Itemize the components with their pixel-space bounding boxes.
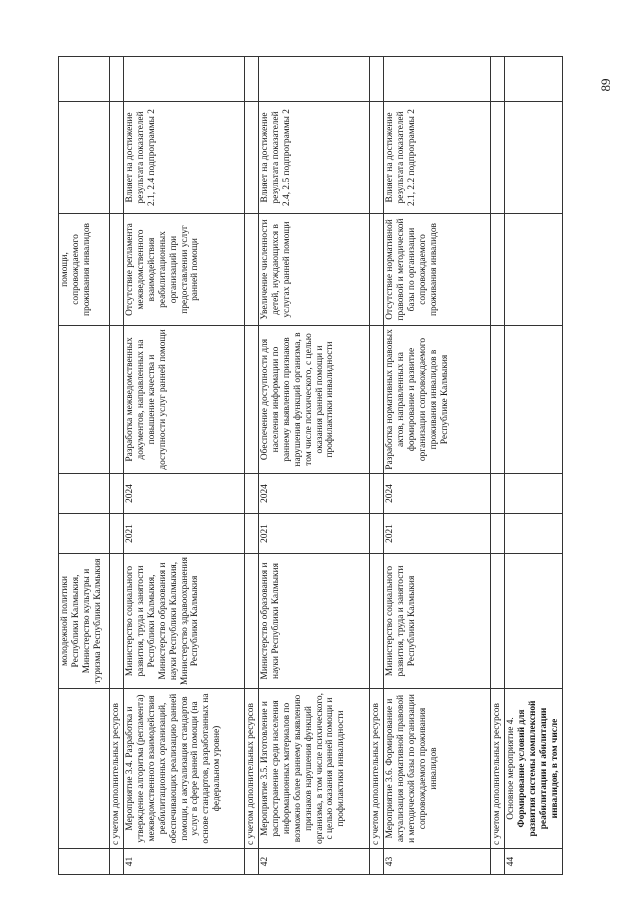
cell-subheader: с учетом дополнительных ресурсов bbox=[491, 689, 505, 849]
cell-extra bbox=[491, 57, 505, 102]
cell-measure bbox=[505, 689, 563, 849]
cell-consequence bbox=[245, 214, 259, 326]
table-row bbox=[384, 57, 491, 875]
table-row-subheader bbox=[491, 57, 505, 875]
cell-executor: Министерство социального развития, труда и занятости Республики Калмыкия, Министерство образования и науки Республики Калмыкия, Министерство здравоохранения Республики Калмыкия bbox=[124, 554, 245, 689]
cell-measure bbox=[59, 689, 110, 849]
cell-end bbox=[370, 474, 384, 514]
cell-extra bbox=[124, 57, 245, 102]
cell-end: 2024 bbox=[384, 474, 491, 514]
cell-executor bbox=[370, 554, 384, 689]
cell-consequence bbox=[370, 214, 384, 326]
cell-result bbox=[505, 326, 563, 474]
cell-link: Влияет на достижение результата показателей 2.4, 2.5 подпрограммы 2 bbox=[259, 102, 370, 214]
cell-link bbox=[505, 102, 563, 214]
cell-consequence bbox=[491, 214, 505, 326]
cell-extra bbox=[259, 57, 370, 102]
cell-link bbox=[370, 102, 384, 214]
cell-consequence: Отсутствие регламента межведомственного взаимодействия реабилитационных организаций при предоставлении услуг ранней помощи bbox=[124, 214, 245, 326]
cell-consequence: Отсутствие нормативной правовой и методической базы по организации сопровождаемого проживания инвалидов bbox=[384, 214, 491, 326]
cell-subheader: с учетом дополнительных ресурсов bbox=[245, 689, 259, 849]
measure-title: Основное мероприятие 4. bbox=[506, 717, 516, 820]
cell-link bbox=[491, 102, 505, 214]
table-row-subheader bbox=[110, 57, 124, 875]
cell-result: Разработка межведомственных документов, направленных на повышение качества и доступности услуг ранней помощи bbox=[124, 326, 245, 474]
cell-num: 43 bbox=[384, 849, 491, 875]
cell-executor bbox=[110, 554, 124, 689]
cell-end bbox=[491, 474, 505, 514]
cell-result bbox=[59, 326, 110, 474]
table-row-subheader bbox=[245, 57, 259, 875]
cell-end bbox=[110, 474, 124, 514]
cell-start bbox=[370, 514, 384, 554]
cell-end bbox=[59, 474, 110, 514]
cell-extra bbox=[245, 57, 259, 102]
cell-result bbox=[491, 326, 505, 474]
cell-measure: Мероприятие 3.4. Разработка и утверждение алгоритма (регламента) межведомственного взаимодействия реабилитационных организаций, обеспечивающих реализацию ранней помощи, и актуализация стандартов услуг в сфере ранней помощи (на основе стандартов, разработанных на федеральном уровне) bbox=[124, 689, 245, 849]
cell-executor bbox=[505, 554, 563, 689]
cell-end: 2024 bbox=[124, 474, 245, 514]
cell-end bbox=[245, 474, 259, 514]
cell-num bbox=[245, 849, 259, 875]
cell-extra bbox=[370, 57, 384, 102]
table-row-subheader bbox=[370, 57, 384, 875]
cell-num: 42 bbox=[259, 849, 370, 875]
cell-result: Разработка нормативных правовых актов, направленных на формирование и развитие организации сопровождаемого проживания инвалидов в Республике Калмыкия bbox=[384, 326, 491, 474]
cell-executor: молодежной политики Республики Калмыкия, Министерство культуры и туризма Республики Калмыкия bbox=[59, 554, 110, 689]
cell-executor bbox=[245, 554, 259, 689]
cell-num: 44 bbox=[505, 849, 563, 875]
cell-link bbox=[59, 102, 110, 214]
cell-measure: Мероприятие 3.6. Формирование и актуализация нормативной правовой и методической базы по организации сопровождаемого проживания инвалидов bbox=[384, 689, 491, 849]
cell-measure: Мероприятие 3.5. Изготовление и распространение среди населения информационных материалов по возможно более раннему выявлению признаков нарушения функций организма, в том числе психического, с целью оказания ранней помощи и профилактики инвалидности bbox=[259, 689, 370, 849]
cell-link: Влияет на достижение результата показателей 2.1, 2.2 подпрограммы 2 bbox=[384, 102, 491, 214]
cell-start: 2021 bbox=[124, 514, 245, 554]
cell-result bbox=[110, 326, 124, 474]
cell-start bbox=[59, 514, 110, 554]
cell-subheader: с учетом дополнительных ресурсов bbox=[110, 689, 124, 849]
cell-subheader: с учетом дополнительных ресурсов bbox=[370, 689, 384, 849]
cell-executor bbox=[491, 554, 505, 689]
cell-extra bbox=[384, 57, 491, 102]
cell-executor: Министерство образования и науки Республики Калмыкия bbox=[259, 554, 370, 689]
measure-text: Формирование условий для развития системы комплексной реабилитации и абилитации инвалидов, в том числе bbox=[516, 700, 560, 837]
cell-consequence: помощи, сопровождаемого проживания инвалидов bbox=[59, 214, 110, 326]
cell-link bbox=[245, 102, 259, 214]
table-row bbox=[259, 57, 370, 875]
cell-start: 2021 bbox=[384, 514, 491, 554]
cell-result bbox=[245, 326, 259, 474]
table-row-continuation bbox=[59, 57, 110, 875]
cell-extra bbox=[110, 57, 124, 102]
cell-end bbox=[505, 474, 563, 514]
cell-num bbox=[370, 849, 384, 875]
cell-num bbox=[59, 849, 110, 875]
cell-num bbox=[110, 849, 124, 875]
table-row bbox=[505, 57, 563, 875]
cell-consequence bbox=[505, 214, 563, 326]
cell-start bbox=[245, 514, 259, 554]
cell-start bbox=[491, 514, 505, 554]
page-number: 89 bbox=[598, 78, 613, 92]
cell-consequence bbox=[110, 214, 124, 326]
cell-num bbox=[491, 849, 505, 875]
cell-consequence: Увеличение численности детей, нуждающихся в услугах ранней помощи bbox=[259, 214, 370, 326]
cell-extra bbox=[505, 57, 563, 102]
cell-link: Влияет на достижение результата показателей 2.1, 2.4 подпрограммы 2 bbox=[124, 102, 245, 214]
cell-result bbox=[370, 326, 384, 474]
cell-num: 41 bbox=[124, 849, 245, 875]
cell-extra bbox=[59, 57, 110, 102]
program-measures-table bbox=[58, 56, 563, 875]
cell-end: 2024 bbox=[259, 474, 370, 514]
cell-start bbox=[110, 514, 124, 554]
table-row bbox=[124, 57, 245, 875]
cell-start bbox=[505, 514, 563, 554]
cell-executor: Министерство социального развития, труда и занятости Республики Калмыкия bbox=[384, 554, 491, 689]
cell-link bbox=[110, 102, 124, 214]
cell-start: 2021 bbox=[259, 514, 370, 554]
cell-result: Обеспечение доступности для населения информации по раннему выявлению признаков нарушения функций организма, в том числе психического, с целью оказания ранней помощи и профилактики инвалидности bbox=[259, 326, 370, 474]
